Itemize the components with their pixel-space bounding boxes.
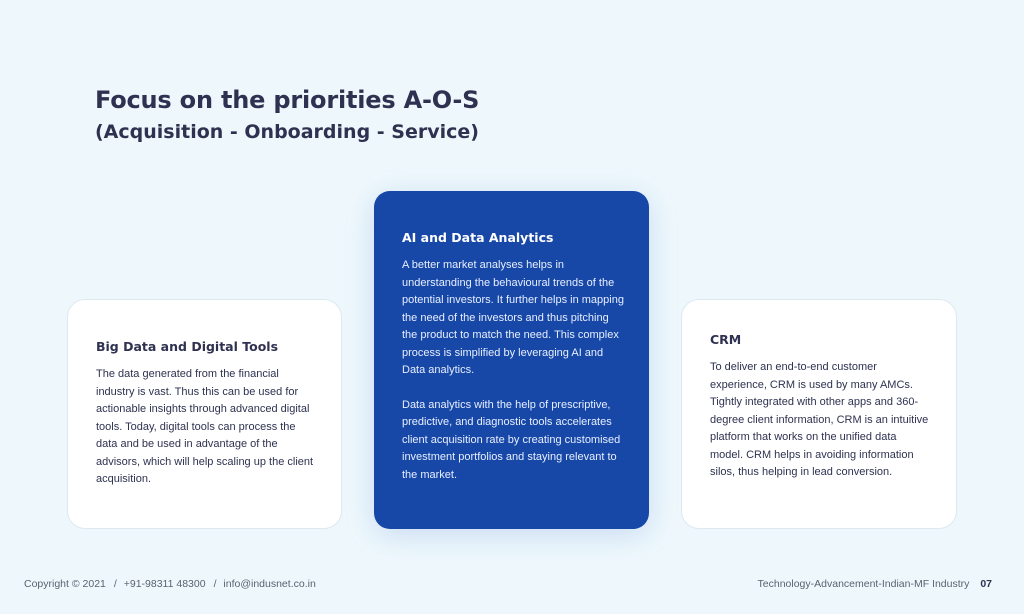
card-text: To deliver an end-to-end customer experience, CRM is used by many AMCs. Tightly integrated with other apps and 360-degree client information, CRM is an intuitive platform that works on the unified data model. CRM helps in avoiding information silos, thus helping in lead conversion.	[710, 361, 929, 478]
card-text: The data generated from the financial industry is vast. Thus this can be used for actionable insights through advanced digital tools. Today, digital tools can process the data and be used in advantage of the advisors, which will help scaling up the client acquisition.	[96, 368, 314, 485]
footer-phone: +91-98311 48300	[123, 578, 206, 590]
card-title: CRM	[710, 332, 742, 347]
footer-contact: Copyright © 2021 / +91-98311 48300 / info@indusnet.co.in	[24, 578, 316, 590]
footer-email: info@indusnet.co.in	[223, 578, 316, 590]
card-crm	[681, 299, 957, 529]
card-title: Big Data and Digital Tools	[96, 339, 279, 354]
card-text-paragraph-2: Data analytics with the help of prescriptive, predictive, and diagnostic tools accelerates client acquisition rate by creating customised investment portfolios and staying relevant to the market.	[402, 398, 621, 481]
card-text-paragraph-1: A better market analyses helps in understanding the behavioural trends of the potential investors. It further helps in mapping the need of the investors and thus pitching the product to match the need. This complex process is simplified by leveraging AI and Data analytics.	[402, 259, 624, 376]
page-number: 07	[980, 578, 992, 590]
page-subtitle: (Acquisition - Onboarding - Service)	[95, 121, 479, 143]
card-ai-analytics	[374, 191, 649, 529]
footer-document-info	[758, 578, 992, 590]
footer-copyright: Copyright © 2021	[24, 578, 106, 590]
card-title: AI and Data Analytics	[402, 230, 554, 245]
page-title: Focus on the priorities A-O-S	[95, 86, 480, 114]
footer-document-name: Technology-Advancement-Indian-MF Industry	[757, 578, 970, 590]
card-big-data	[67, 299, 342, 529]
